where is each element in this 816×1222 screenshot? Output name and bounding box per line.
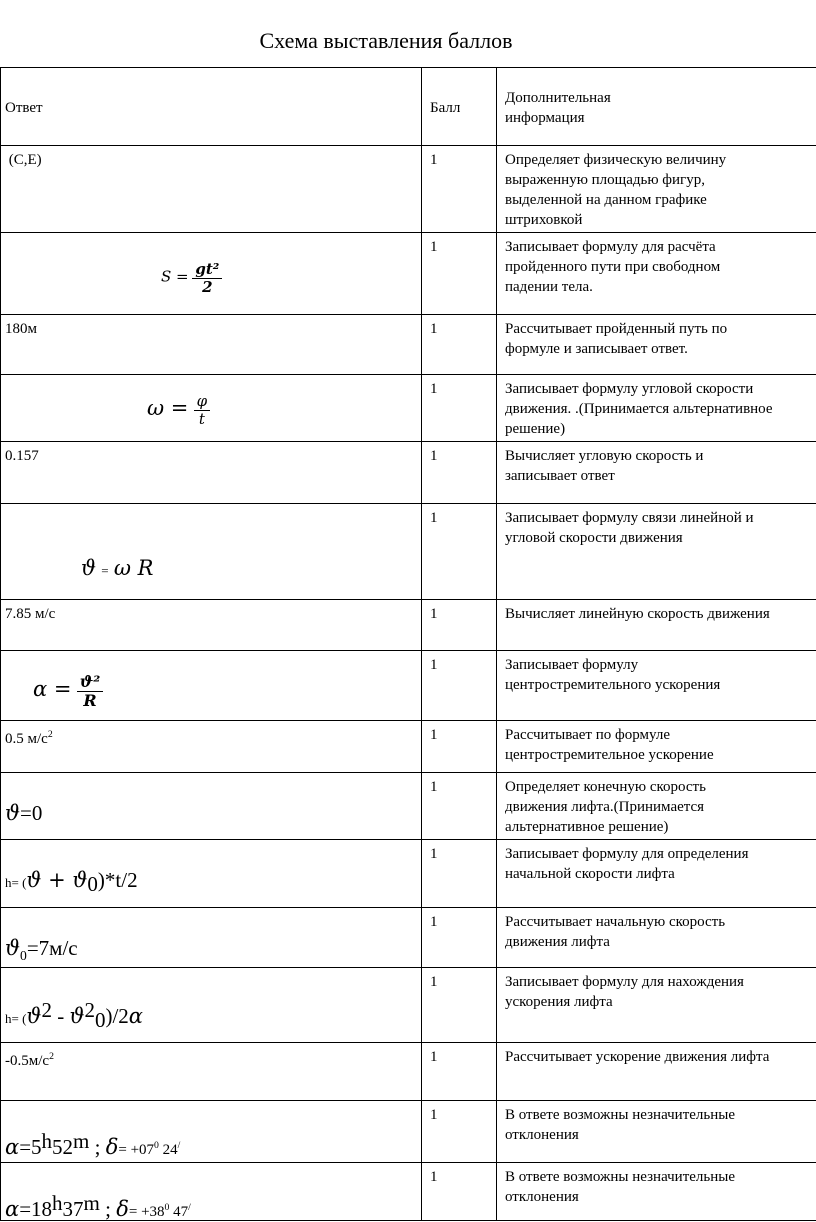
formula-subscript: 0	[87, 872, 98, 896]
formula-star-coordinates-1	[5, 1131, 180, 1160]
table-row	[1, 1043, 816, 1101]
velocity-symbol: ϑ	[69, 1004, 84, 1028]
alpha-symbol: α	[129, 1004, 143, 1028]
arcminute-mark: /	[178, 1140, 181, 1151]
formula-initial-velocity	[5, 938, 78, 966]
score-cell: 1	[422, 773, 497, 840]
fraction-denominator: R	[83, 692, 96, 710]
score-cell: 1	[422, 1043, 497, 1101]
formula-term: ϑ + ϑ	[26, 868, 87, 892]
table-row	[1, 442, 816, 504]
velocity-symbol: ϑ	[5, 936, 20, 960]
answer-cell	[1, 1101, 422, 1163]
score-cell: 1	[422, 1163, 497, 1221]
score-cell: 1	[422, 908, 497, 968]
info-cell: Рассчитывает начальную скорость движения лифта	[497, 908, 816, 968]
fraction-numerator: gt²	[192, 261, 222, 279]
table-row	[1, 968, 816, 1043]
formula-subscript: 0	[95, 1008, 106, 1032]
fraction-numerator: ϑ²	[77, 673, 104, 692]
info-cell: Записывает формулу для нахождения ускорения лифта	[497, 968, 816, 1043]
formula-subscript: 0	[20, 948, 27, 963]
arcminute-mark: /	[188, 1202, 191, 1213]
accel-value: 0.5 м/с	[5, 731, 48, 747]
velocity-symbol: ϑ	[5, 801, 20, 825]
info-cell: Рассчитывает пройденный путь по формуле и записывает ответ.	[497, 315, 816, 375]
formula-lhs: α =	[33, 677, 71, 701]
alpha-symbol: α	[5, 1197, 19, 1221]
right-ascension-minutes: 52	[52, 1135, 73, 1159]
formula-rest: )*t/2	[98, 868, 138, 892]
header-info: Дополнительная информация	[497, 68, 816, 146]
answer-cell	[1, 908, 422, 968]
formula-free-fall-distance	[161, 261, 222, 295]
right-ascension-hours: =5	[19, 1135, 41, 1159]
declination-minutes: 24	[159, 1142, 178, 1158]
score-cell: 1	[422, 840, 497, 908]
formula-lhs: ϑ	[81, 556, 96, 580]
degree-mark: 0	[165, 1202, 170, 1213]
answer-cell: 0.157	[1, 442, 422, 504]
info-cell: Записывает формулу для определения начальной скорости лифта	[497, 840, 816, 908]
accel-exponent: 2	[48, 729, 53, 740]
info-cell: Вычисляет линейную скорость движения	[497, 600, 816, 651]
formula-height-velocity	[5, 870, 138, 894]
table-row	[1, 600, 816, 651]
table-row	[1, 1163, 816, 1221]
answer-cell	[1, 504, 422, 600]
formula-exponent: 2	[84, 998, 95, 1022]
score-cell: 1	[422, 146, 497, 233]
table-row	[1, 840, 816, 908]
info-cell: Рассчитывает ускорение движения лифта	[497, 1043, 816, 1101]
answer-cell: 7.85 м/с	[1, 600, 422, 651]
minutes-mark: m	[84, 1191, 100, 1215]
table-row	[1, 1101, 816, 1163]
fraction-denominator: t	[199, 411, 205, 428]
answer-cell	[1, 651, 422, 721]
table-row	[1, 651, 816, 721]
score-cell: 1	[422, 504, 497, 600]
velocity-symbol: ϑ	[26, 1004, 41, 1028]
table-row	[1, 315, 816, 375]
answer-cell	[1, 840, 422, 908]
score-cell: 1	[422, 600, 497, 651]
fraction-numerator: φ	[194, 393, 211, 411]
info-cell: Записывает формулу для расчёта пройденного пути при свободном падении тела.	[497, 233, 816, 315]
degree-mark: 0	[154, 1140, 159, 1151]
score-cell: 1	[422, 375, 497, 442]
formula-lhs: ω =	[147, 396, 188, 420]
answer-cell: 180м	[1, 315, 422, 375]
formula-linear-velocity	[81, 558, 153, 581]
formula-height-acceleration	[5, 1000, 143, 1030]
table-row	[1, 233, 816, 315]
formula-prefix: h= (	[5, 875, 26, 890]
fraction	[194, 393, 211, 427]
fraction	[77, 673, 104, 709]
score-cell: 1	[422, 968, 497, 1043]
hours-mark: h	[42, 1129, 53, 1153]
right-ascension-hours: =18	[19, 1197, 52, 1221]
accel-lift-exponent: 2	[49, 1051, 54, 1062]
minutes-mark: m	[73, 1129, 89, 1153]
info-cell: Вычисляет угловую скорость и записывает ответ	[497, 442, 816, 504]
score-cell: 1	[422, 1101, 497, 1163]
answer-cell	[1, 375, 422, 442]
formula-rest: )/2	[105, 1004, 128, 1028]
table-row	[1, 146, 816, 233]
formula-equals: =	[101, 563, 108, 578]
formula-angular-velocity	[147, 393, 210, 427]
formula-exponent: 2	[41, 998, 52, 1022]
hours-mark: h	[52, 1191, 63, 1215]
separator: ;	[100, 1197, 116, 1221]
delta-symbol: δ	[106, 1135, 119, 1159]
formula-rest: =7м/с	[27, 936, 78, 960]
answer-cell: (C,E)	[1, 146, 422, 233]
accel-lift-value: -0.5м/с	[5, 1053, 49, 1069]
formula-rhs: ω R	[114, 556, 154, 580]
score-cell: 1	[422, 721, 497, 773]
answer-cell	[1, 721, 422, 773]
score-cell: 1	[422, 233, 497, 315]
table-row	[1, 721, 816, 773]
alpha-symbol: α	[5, 1135, 19, 1159]
info-cell: Записывает формулу угловой скорости движения. .(Принимается альтернативное решение)	[497, 375, 816, 442]
table-row	[1, 908, 816, 968]
right-ascension-minutes: 37	[63, 1197, 84, 1221]
table-row	[1, 375, 816, 442]
formula-lhs: S =	[161, 267, 189, 285]
answer-cell	[1, 968, 422, 1043]
fraction-denominator: 2	[202, 279, 212, 296]
separator: ;	[89, 1135, 105, 1159]
score-cell: 1	[422, 442, 497, 504]
info-cell: Определяет конечную скорость движения лифта.(Принимается альтернативное решение)	[497, 773, 816, 840]
table-header-row	[1, 68, 816, 146]
delta-symbol: δ	[116, 1197, 129, 1221]
info-cell: Записывает формулу связи линейной и угловой скорости движения	[497, 504, 816, 600]
info-cell: Определяет физическую величину выраженную площадью фигур, выделенной на данном графике штриховкой	[497, 146, 816, 233]
answer-cell	[1, 233, 422, 315]
formula-minus: -	[52, 1004, 70, 1028]
page-title: Схема выставления баллов	[0, 28, 772, 54]
header-score: Балл	[422, 68, 497, 146]
info-cell: Записывает формулу центростремительного ускорения	[497, 651, 816, 721]
formula-rest: =0	[20, 801, 42, 825]
score-cell: 1	[422, 315, 497, 375]
scoring-table	[0, 67, 816, 1221]
header-answer: Ответ	[1, 68, 422, 146]
info-cell: Рассчитывает по формуле центростремительное ускорение	[497, 721, 816, 773]
answer-cell	[1, 773, 422, 840]
answer-cell	[1, 1043, 422, 1101]
table-row	[1, 773, 816, 840]
info-cell: В ответе возможны незначительные отклонения	[497, 1163, 816, 1221]
declination-degrees: = +07	[118, 1142, 154, 1158]
formula-centripetal-acceleration	[33, 673, 103, 709]
answer-cell	[1, 1163, 422, 1221]
declination-minutes: 47	[169, 1204, 188, 1220]
score-cell: 1	[422, 651, 497, 721]
declination-degrees: = +38	[129, 1204, 165, 1220]
fraction	[192, 261, 222, 295]
formula-prefix: h= (	[5, 1011, 26, 1026]
info-cell: В ответе возможны незначительные отклонения	[497, 1101, 816, 1163]
formula-final-velocity	[5, 803, 42, 823]
table-row	[1, 504, 816, 600]
